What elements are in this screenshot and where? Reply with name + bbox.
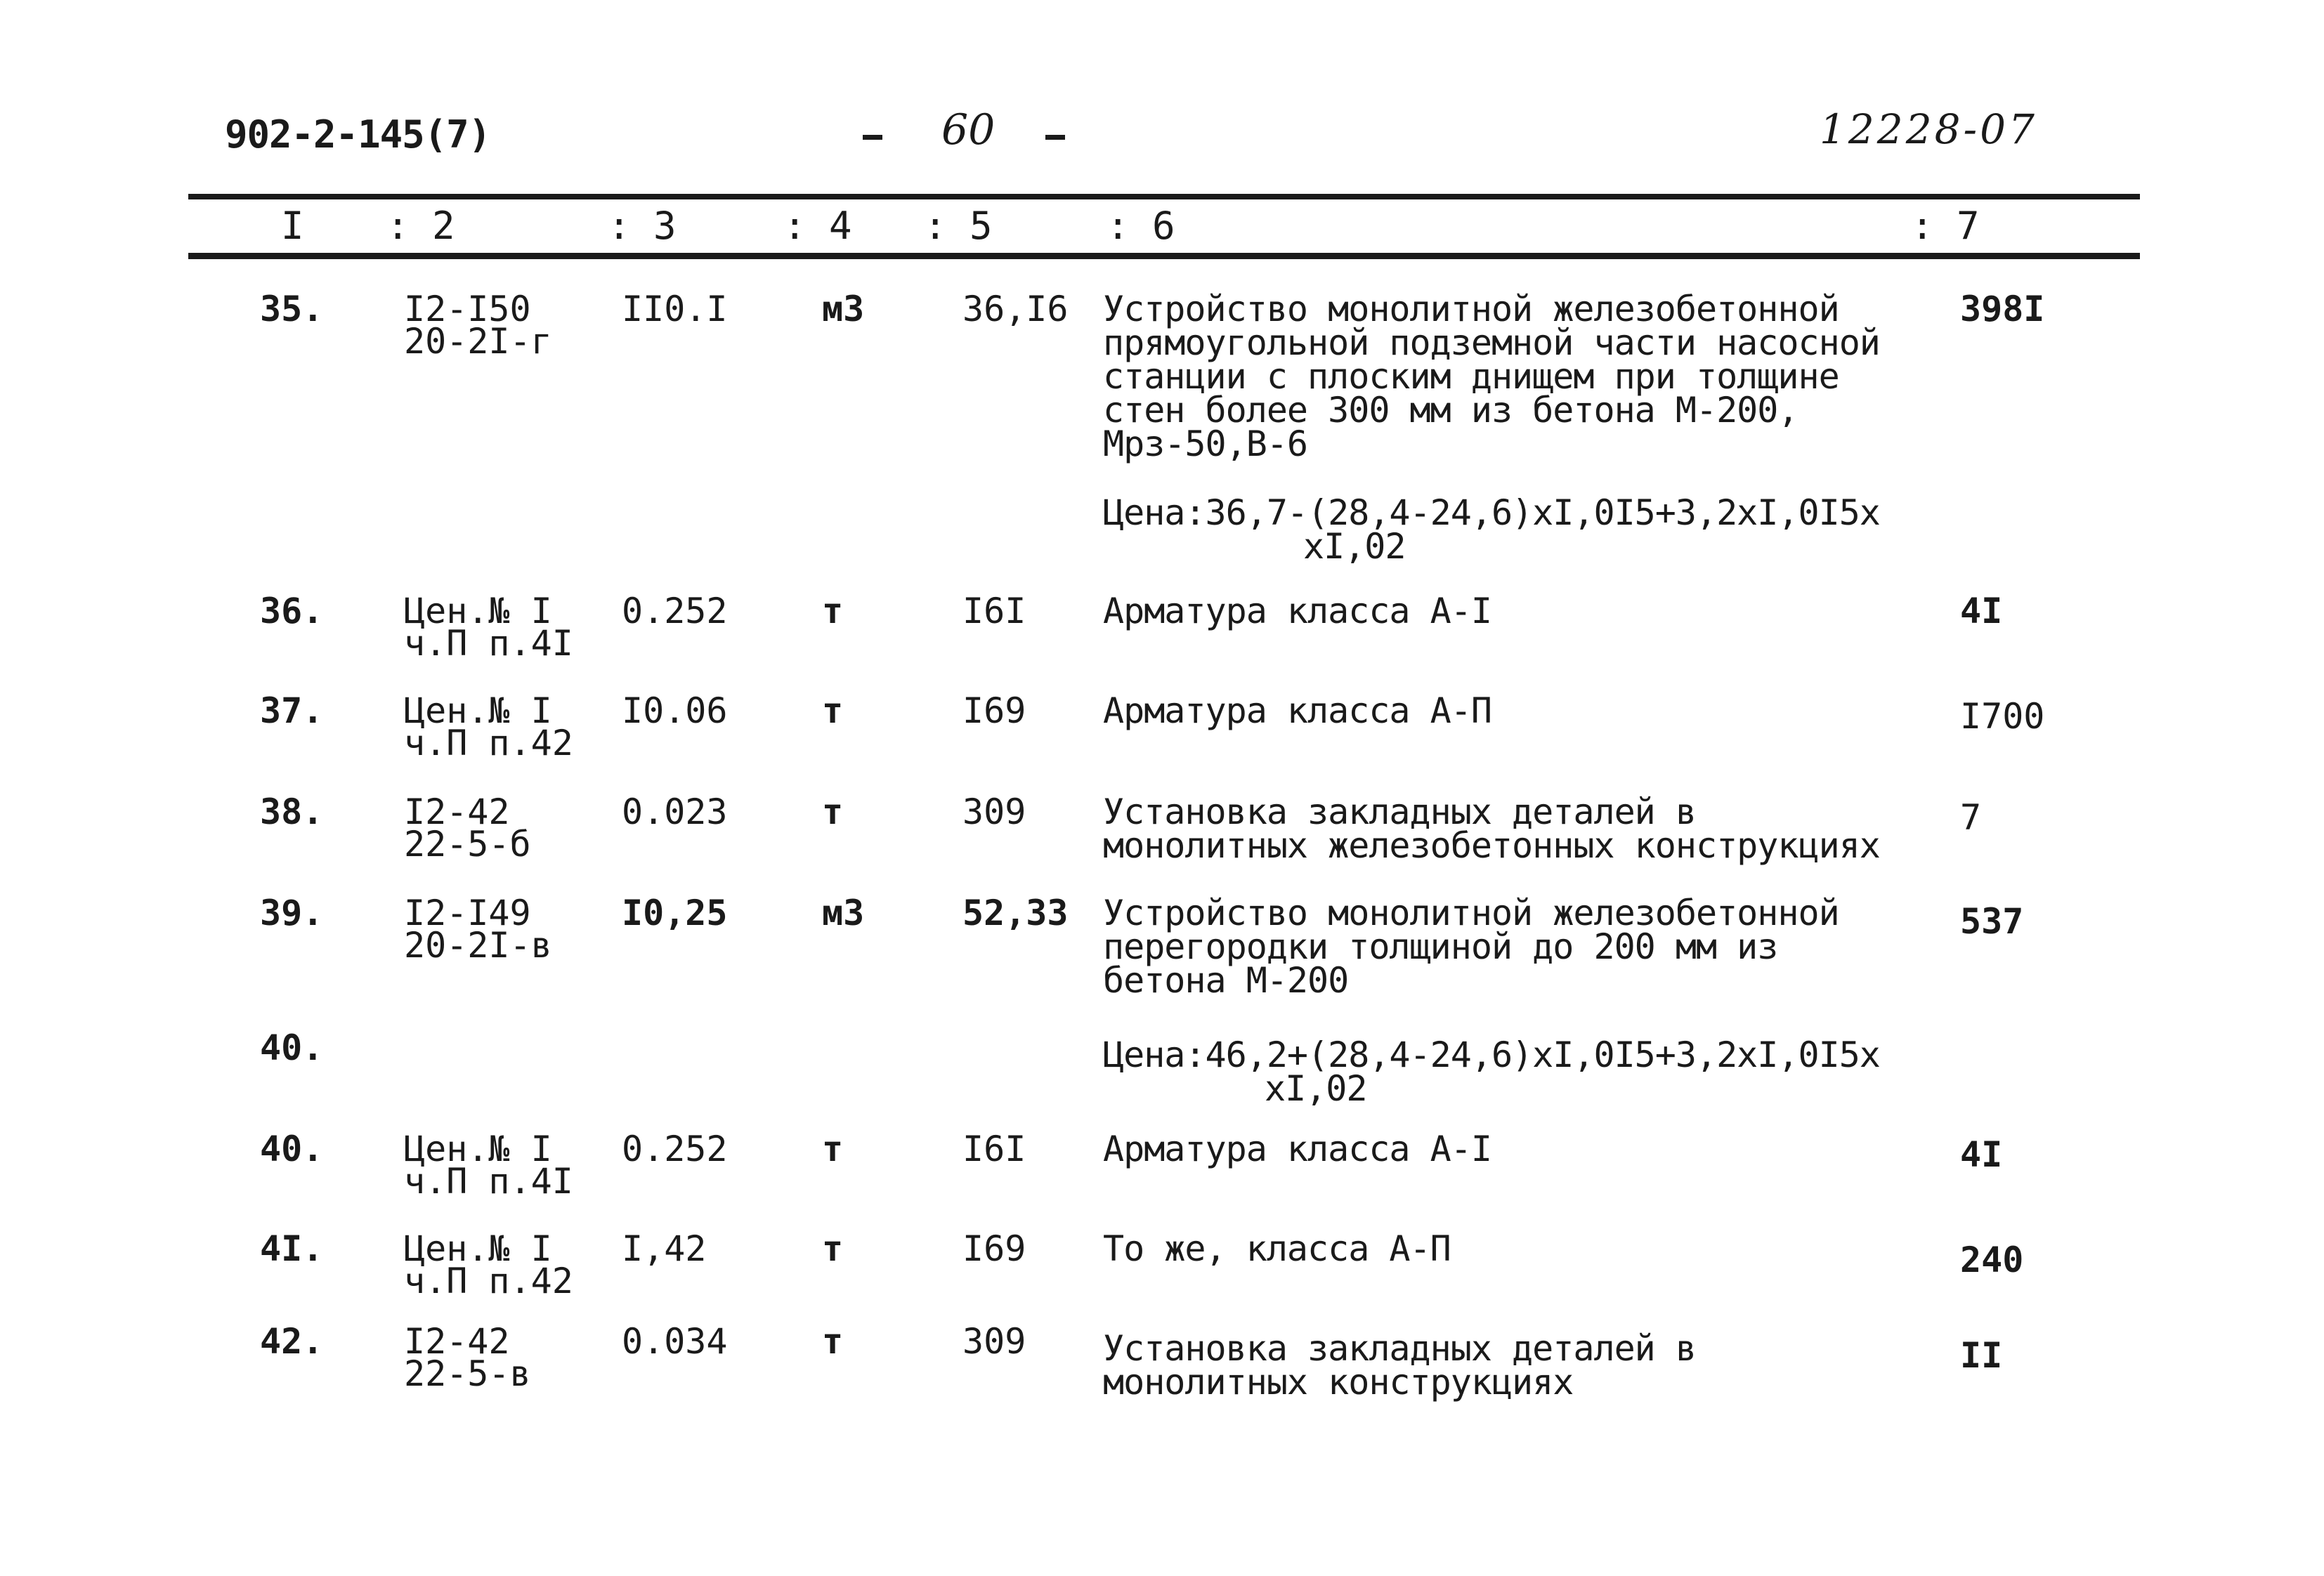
unit-price: 36,I6: [962, 289, 1069, 329]
quantity: II0.I: [622, 289, 728, 329]
row-number: 38.: [260, 792, 324, 832]
page-number: 60: [941, 105, 995, 155]
total-cost: II: [1960, 1335, 2003, 1376]
norm-code-line1: I2-42: [404, 1321, 510, 1362]
description: Арматура класса А-I: [1103, 591, 1491, 631]
archive-number: 12228-07: [1820, 105, 2037, 153]
unit-price: 309: [962, 1321, 1026, 1362]
unit: т: [822, 1129, 844, 1169]
total-cost: 4I: [1960, 591, 2003, 631]
norm-code-line1: Цен.№ I: [404, 1228, 552, 1269]
column-header-5: : 5: [924, 204, 993, 248]
row-number: 36.: [260, 591, 324, 631]
unit-price: I6I: [962, 1129, 1026, 1169]
price-formula-line1: Цена:46,2+(28,4-24,6)хI,0I5+3,2хI,0I5х: [1103, 1035, 1880, 1075]
unit: т: [822, 690, 844, 731]
price-formula-line2: хI,02: [1265, 1068, 1367, 1109]
row-number: 42.: [260, 1321, 324, 1362]
norm-code-line1: I2-42: [404, 792, 510, 832]
price-formula: [1103, 1035, 1911, 1109]
total-cost: 398I: [1960, 289, 2045, 329]
column-header-3: : 3: [608, 204, 677, 248]
column-header-7: : 7: [1911, 204, 1980, 248]
total-cost: 7: [1960, 797, 1982, 838]
total-cost: 240: [1960, 1240, 2024, 1280]
norm-code-line2: ч.П п.42: [404, 723, 573, 763]
unit: т: [822, 1228, 844, 1269]
norm-code-line1: I2-I49: [404, 893, 531, 933]
row-number: 39.: [260, 893, 324, 933]
document-code: 902-2-145(7): [225, 112, 491, 157]
norm-code-line2: ч.П п.4I: [404, 1161, 573, 1202]
row-number: 37.: [260, 690, 324, 731]
description: То же, класса А-П: [1103, 1228, 1451, 1269]
norm-code-line1: Цен.№ I: [404, 690, 552, 731]
unit: т: [822, 1321, 844, 1362]
column-header-4: : 4: [783, 204, 852, 248]
price-formula-line1: Цена:36,7-(28,4-24,6)хI,0I5+3,2хI,0I5х: [1103, 492, 1880, 533]
quantity: I,42: [622, 1228, 707, 1269]
norm-code-line2: 20-2I-г: [404, 321, 552, 362]
norm-code-line2: ч.П п.4I: [404, 623, 573, 664]
column-header-1: I: [281, 204, 304, 248]
quantity: I0,25: [622, 893, 728, 933]
quantity: 0.034: [622, 1321, 728, 1362]
description: Арматура класса А-П: [1103, 690, 1491, 731]
price-formula-line2: хI,02: [1303, 526, 1406, 567]
page-number-dash-left: [863, 135, 882, 140]
unit-price: I69: [962, 1228, 1026, 1269]
norm-code-line2: 22-5-в: [404, 1353, 531, 1394]
total-cost: 537: [1960, 901, 2024, 942]
row-number: 35.: [260, 289, 324, 329]
norm-code-line1: Цен.№ I: [404, 591, 552, 631]
unit: т: [822, 591, 844, 631]
total-cost: 4I: [1960, 1134, 2003, 1175]
total-cost: I700: [1960, 696, 2045, 737]
unit: т: [822, 792, 844, 832]
unit: м3: [822, 289, 865, 329]
quantity: 0.252: [622, 1129, 728, 1169]
quantity: 0.023: [622, 792, 728, 832]
unit-price: 309: [962, 792, 1026, 832]
description: Устройство монолитной железобетонной перегородки толщиной до 200 мм из бетона М-200: [1103, 893, 1839, 1001]
row-number: 40.: [260, 1027, 324, 1068]
unit: м3: [822, 893, 865, 933]
description: Устройство монолитной железобетонной прямоугольной подземной части насосной станции с плоским днищем при толщине стен более 300 мм из бетона М-200, Мрз-50,В-6: [1103, 289, 1880, 464]
table-header-rule-bottom: [188, 253, 2140, 259]
quantity: I0.06: [622, 690, 728, 731]
column-header-2: : 2: [386, 204, 455, 248]
unit-price: 52,33: [962, 893, 1069, 933]
norm-code-line2: 22-5-б: [404, 824, 531, 865]
description: Установка закладных деталей в монолитных конструкциях: [1103, 1328, 1696, 1403]
norm-code-line1: I2-I50: [404, 289, 531, 329]
column-header-6: : 6: [1106, 204, 1175, 248]
quantity: 0.252: [622, 591, 728, 631]
price-formula: [1103, 492, 1911, 567]
unit-price: I69: [962, 690, 1026, 731]
description: Арматура класса А-I: [1103, 1129, 1491, 1169]
row-number: 40.: [260, 1129, 324, 1169]
page-number-dash-right: [1045, 135, 1065, 140]
description: Установка закладных деталей в монолитных железобетонных конструкциях: [1103, 792, 1880, 866]
row-number: 4I.: [260, 1228, 324, 1269]
norm-code-line2: 20-2I-в: [404, 925, 552, 966]
norm-code-line2: ч.П п.42: [404, 1261, 573, 1301]
norm-code-line1: Цен.№ I: [404, 1129, 552, 1169]
unit-price: I6I: [962, 591, 1026, 631]
table-header-rule-top: [188, 194, 2140, 199]
